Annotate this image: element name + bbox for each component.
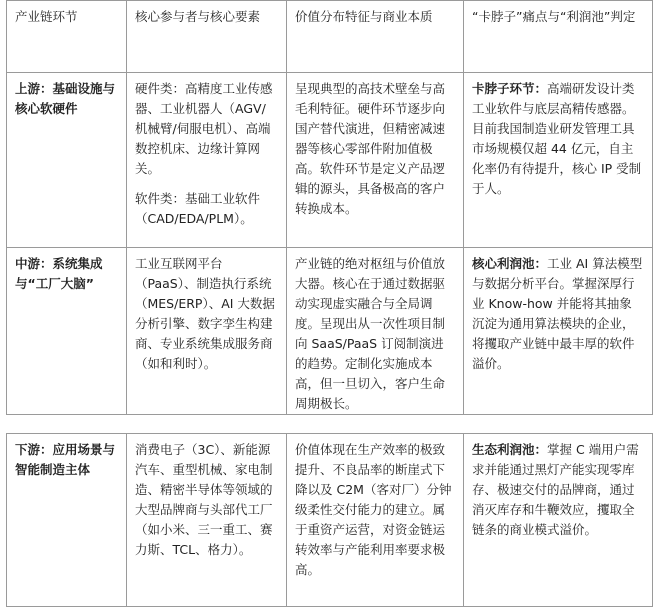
header-verdict: “卡脖子”痛点与“利润池”判定 xyxy=(472,9,636,24)
players-cell xyxy=(127,73,287,247)
players-software: 软件类：基础工业软件（CAD/EDA/PLM）。 xyxy=(135,191,261,226)
verdict-label: 卡脖子环节： xyxy=(472,81,548,96)
verdict-cell xyxy=(464,73,652,247)
stage-cell: 上游：基础设施与核心软硬件 xyxy=(7,73,127,247)
verdict-text: 工业 AI 算法模型与数据分析平台。掌握深厚行业 Know-how 并能将其抽象沉淀为通用算法模块的企业，将攫取产业链中最丰厚的软件溢价。 xyxy=(472,256,643,371)
players-cell: 工业互联网平台（PaaS）、制造执行系统（MES/ERP）、AI 大数据分析引擎、数字孪生构建商、专业系统集成服务商（如和利时）。 xyxy=(127,248,287,414)
industry-chain-table xyxy=(6,0,653,415)
verdict-cell xyxy=(464,434,652,606)
table-row-midstream xyxy=(7,247,652,414)
header-players: 核心参与者与核心要素 xyxy=(127,1,287,72)
players-hardware: 硬件类：高精度工业传感器、工业机器人（AGV/机械臂/伺服电机）、高端数控机床、边缘计算网关。 xyxy=(135,81,273,176)
verdict-text: 高端研发设计类工业软件与底层高精传感器。目前我国制造业研发管理工具市场规模仅超 44 亿元，自主化率仍有待提升，核心 IP 受制于人。 xyxy=(472,81,642,196)
stage-cell: 中游：系统集成与“工厂大脑” xyxy=(7,248,127,414)
table-row-upstream xyxy=(7,72,652,247)
stage-cell: 下游：应用场景与智能制造主体 xyxy=(7,434,127,606)
value-cell: 价值体现在生产效率的极致提升、不良品率的断崖式下降以及 C2M（客对厂）分钟级柔性交付能力的建立。属于重资产运营，对资金链运转效率与产能利用率要求极高。 xyxy=(287,434,464,606)
header-value: 价值分布特征与商业本质 xyxy=(287,1,464,72)
industry-chain-table-continued xyxy=(6,433,653,607)
verdict-label: 核心利润池： xyxy=(472,256,548,271)
value-cell: 产业链的绝对枢纽与价值放大器。核心在于通过数据驱动实现虚实融合与全局调度。呈现出从一次性项目制向 SaaS/PaaS 订阅制演进的趋势。定制化实施成本高，但一旦切入，客户生命周期极长。 xyxy=(287,248,464,414)
verdict-text: 掌握 C 端用户需求并能通过黑灯产能实现零库存、极速交付的品牌商，通过消灭库存和牛鞭效应，攫取全链条的商业模式溢价。 xyxy=(472,442,639,537)
table-header-row xyxy=(7,1,652,72)
players-cell: 消费电子（3C）、新能源汽车、重型机械、家电制造、精密半导体等领域的大型品牌商与头部代工厂（如小米、三一重工、赛力斯、TCL、格力）。 xyxy=(127,434,287,606)
header-stage: 产业链环节 xyxy=(7,1,127,72)
table-row-downstream xyxy=(7,434,652,606)
value-cell: 呈现典型的高技术壁垒与高毛利特征。硬件环节逐步向国产替代演进，但精密减速器等核心零部件附加值极高。软件环节是定义产品逻辑的源头，具备极高的客户转换成本。 xyxy=(287,73,464,247)
verdict-cell xyxy=(464,248,652,414)
verdict-label: 生态利润池： xyxy=(472,442,548,457)
